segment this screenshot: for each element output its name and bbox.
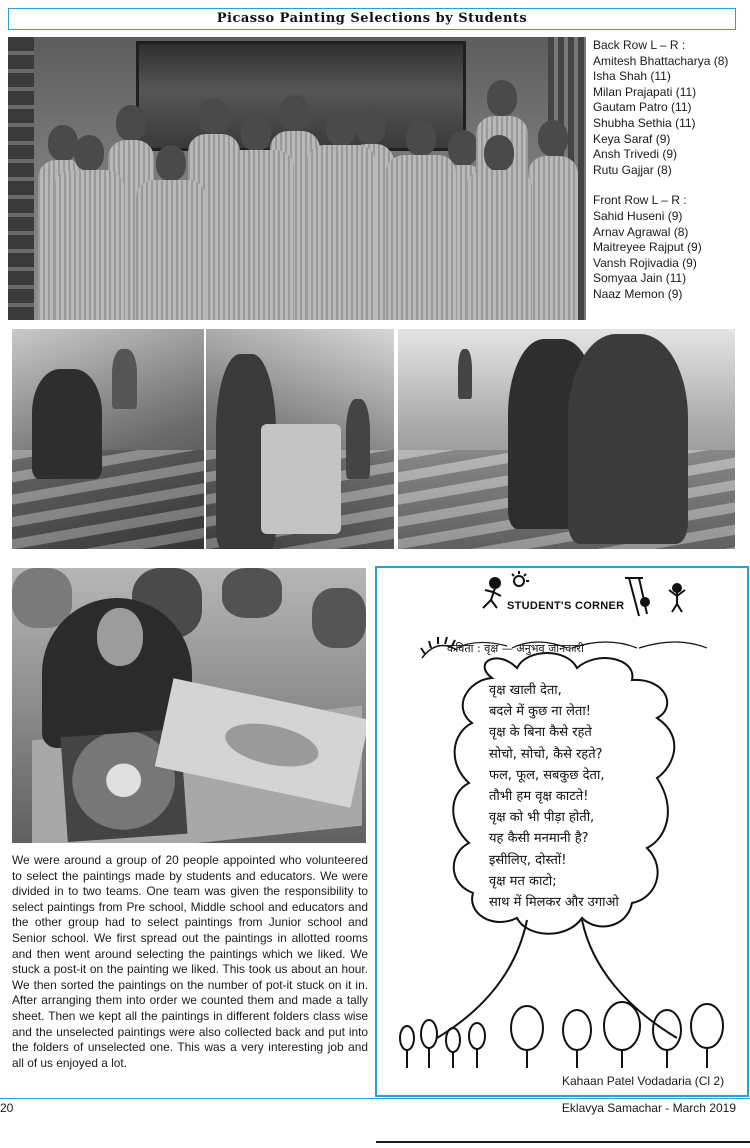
roster-name: Arnav Agrawal (8) [593,224,689,239]
poem-line: वृक्ष मत काटो; [489,873,557,889]
roster-name: Sahid Huseni (9) [593,208,683,223]
poem-line: वृक्ष खाली देता, [489,683,562,698]
students-corner-box [375,566,749,1097]
roster-name: Milan Prajapati (11) [593,84,697,99]
poem-line: यह कैसी मनमानी है? [489,831,589,847]
students-corner-heading: STUDENT'S CORNER [507,600,625,612]
poem-line: वृक्ष को भी पीड़ा होती, [489,810,595,826]
back-row-label: Back Row L – R : [593,38,686,52]
roster-name: Keya Saraf (9) [593,131,671,146]
student-figure [136,145,206,320]
footer-divider [0,1098,750,1099]
classroom-photo [12,568,366,843]
bottom-divider [376,1141,750,1143]
roster-name: Amitesh Bhattacharya (8) [593,53,729,68]
poem-credit: Kahaan Patel Vodadaria (Cl 2) [562,1074,725,1088]
roster-name: Shubha Sethia (11) [593,115,696,130]
page-title: Picasso Painting Selections by Students [8,8,736,30]
roster-name: Vansh Rojivadia (9) [593,255,697,270]
poem-line: फल, फूल, सबकुछ देता, [489,767,605,783]
poem [489,680,719,913]
roster-name: Naaz Memon (9) [593,286,683,301]
poem-line: साथ में मिलकर और उगाओ [489,895,619,911]
poem-line: वृक्ष के बिना कैसे रहते [489,725,592,741]
roster-name: Somyaa Jain (11) [593,271,687,286]
student-figure [466,135,532,320]
publication-name: Eklavya Samachar - March 2019 [561,1101,736,1115]
roster-name: Gautam Patro (11) [593,100,692,115]
student-figure [54,135,124,320]
poem-line: बदले में कुछ ना लेता! [489,704,591,720]
poem-line: तौभी हम वृक्ष काटते! [489,789,589,805]
group-photo [8,37,586,320]
roster-name: Rutu Gajjar (8) [593,162,672,177]
photo-sorting-paintings-1 [12,329,204,549]
article-text: We were around a group of 20 people appointed who volunteered to select the paintings made by students and educators. We were divided in to two teams. One team was given the responsibility to select paintings from Pre school, Middle school and educators and the other group had to select paintings from Junior school and Senior school. We first spread out the paintings in allotted rooms and then went around selecting the paintings which we liked. We stuck a post-it on the painting we liked. This took us about an hour. We then sorted the paintings on the number of pot-it stuck on it in. After arranging them into order we counted them and made a tally sheet. Then we kept all the paintings in different folders class wise and the unselected paintings were also collected back and put into the folders of unselected one. This was a very interesting job and all of us enjoyed a lot. [12,853,368,1070]
page-number: 20 [0,1101,14,1115]
roster-name: Isha Shah (11) [593,69,671,84]
photo-sorting-paintings-3 [398,329,735,549]
roster-name: Ansh Trivedi (9) [593,147,678,162]
poem-title: कविता : वृक्ष — अनुभव जानकारी [447,642,584,655]
student-figure [386,120,456,320]
student-figure [218,115,294,320]
student-figure [306,110,376,320]
poem-line: इसीलिए, दोस्तों! [489,852,567,868]
poem-line: सोचो, सोचो, कैसे रहते? [489,746,603,762]
front-row-label: Front Row L – R : [593,193,687,208]
bookshelf-left [8,37,34,320]
photo-sorting-paintings-2 [206,329,394,549]
student-figure [528,120,578,320]
student-roster [593,38,743,303]
activity-photo-strip [12,329,735,549]
roster-name: Maitreyee Rajput (9) [593,240,702,255]
